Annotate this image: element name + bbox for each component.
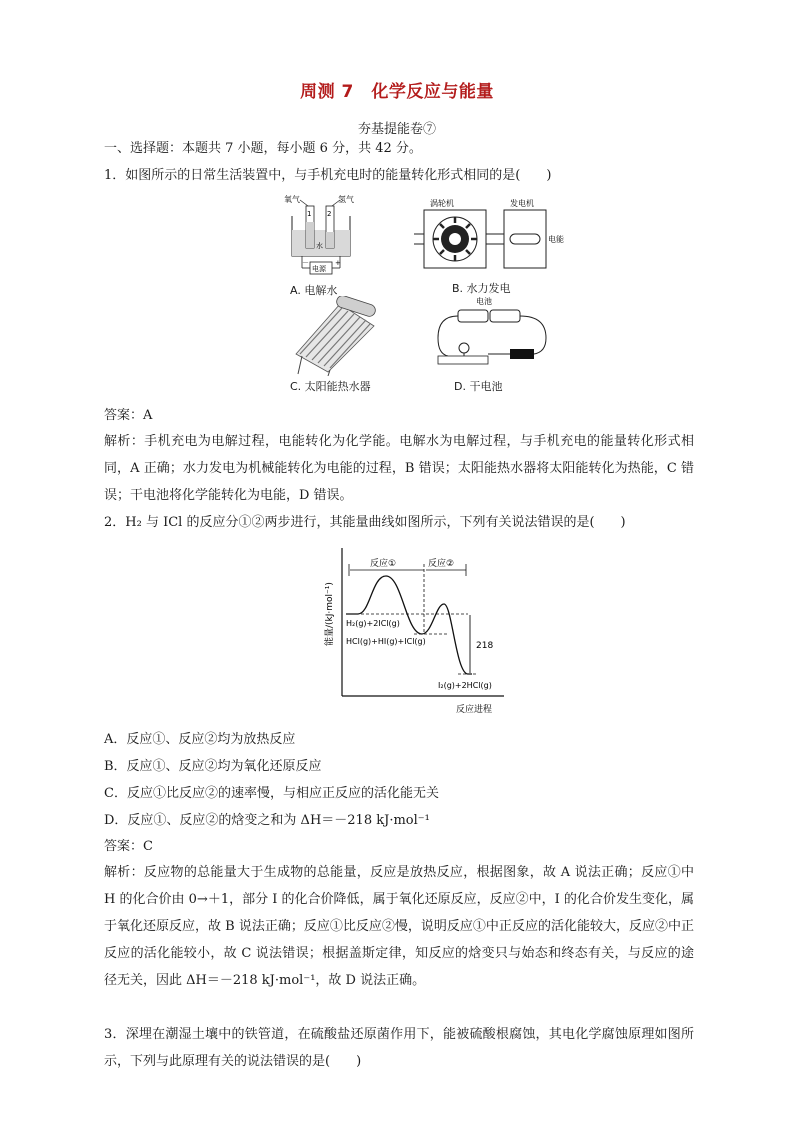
figure-dry-battery <box>434 294 550 372</box>
label-plus: + <box>335 259 341 267</box>
question-2-analysis: 解析：反应物的总能量大于生成物的总能量，反应是放热反应，根据图象，故 A 说法正确；反应①中 H 的化合价由 0→＋1，部分 I 的化合价降低，属于氧化还原反应，反应②中，I 的化合价发生变化，属于氧化还原反应，故 B 说法正确；反应①比反应②慢，说明反应①中正反应的活化能较大，反应②中正反应的活化能较小，故 C 说法错误；根据盖斯定律，知反应的焓变只与始态和终态有关，与反应的途径无关，因此 ΔH＝－218 kJ·mol⁻¹，故 D 说法正确。 <box>104 865 694 988</box>
page-title: 周测 7 化学反应与能量 <box>300 82 494 102</box>
figure-a-label: A. 电解水 <box>290 284 338 297</box>
energy-profile-chart <box>318 542 518 718</box>
state-reactants: H₂(g)+2ICl(g) <box>346 619 400 628</box>
question-1-analysis: 解析：手机充电为电解过程，电能转化为化学能。电解水为电解过程，与手机充电的能量转化形式相同，A 正确；水力发电为机械能转化为电能的过程，B 错误；太阳能热水器将太阳能转化为热能，C 错误；干电池将化学能转化为电能，D 错误。 <box>104 434 694 503</box>
label-n2: 2 <box>327 210 332 218</box>
option-a: A．反应①、反应②均为放热反应 <box>104 732 296 747</box>
label-battery: 电池 <box>476 297 492 306</box>
question-1-answer: 答案：A <box>104 408 153 423</box>
label-n1: 1 <box>307 210 312 218</box>
label-power: 电源 <box>312 265 326 273</box>
figure-c-label: C. 太阳能热水器 <box>290 380 371 393</box>
chart-ylabel: 能量/(kJ·mol⁻¹) <box>325 582 335 646</box>
label-generator: 发电机 <box>510 199 534 208</box>
page-subtitle: 夯基提能卷⑦ <box>357 122 436 137</box>
option-d: D．反应①、反应②的焓变之和为 ΔH＝－218 kJ·mol⁻¹ <box>104 813 430 828</box>
label-h2: 氢气 <box>338 195 354 204</box>
state-products: I₂(g)+2HCl(g) <box>438 681 492 690</box>
figure-solar-heater <box>282 296 378 376</box>
figure-hydropower <box>410 196 570 270</box>
option-c: C．反应①比反应②的速率慢，与相应正反应的活化能无关 <box>104 786 439 801</box>
question-2-stem: 2．H₂ 与 ICl 的反应分①②两步进行，其能量曲线如图所示，下列有关说法错误的是( ) <box>104 515 626 530</box>
figure-electrolysis <box>282 192 358 278</box>
state-intermediate: HCl(g)+HI(g)+ICl(g) <box>346 637 426 646</box>
chart-xlabel: 反应进程 <box>456 705 493 715</box>
delta-label: 218 <box>476 641 494 651</box>
label-o2: 氧气 <box>284 195 300 204</box>
question-2-answer: 答案：C <box>104 839 153 854</box>
question-1-stem: 1．如图所示的日常生活装置中，与手机充电时的能量转化形式相同的是( ) <box>104 168 552 183</box>
label-minus: － <box>302 259 309 267</box>
option-b: B．反应①、反应②均为氧化还原反应 <box>104 759 322 774</box>
label-turbine: 涡轮机 <box>430 199 454 208</box>
stage-1-label: 反应① <box>370 559 397 569</box>
figure-d-label: D. 干电池 <box>454 380 503 393</box>
label-electric: 电能 <box>548 235 564 244</box>
label-water: 水 <box>316 242 323 250</box>
section-label: 一、选择题：本题共 7 小题，每小题 6 分，共 42 分。 <box>104 141 422 156</box>
figure-b-label: B. 水力发电 <box>452 282 511 295</box>
stage-2-label: 反应② <box>428 559 455 569</box>
question-3-stem: 3．深埋在潮湿土壤中的铁管道，在硫酸盐还原菌作用下，能被硫酸根腐蚀，其电化学腐蚀原理如图所示，下列与此原理有关的说法错误的是( ) <box>104 1027 694 1069</box>
